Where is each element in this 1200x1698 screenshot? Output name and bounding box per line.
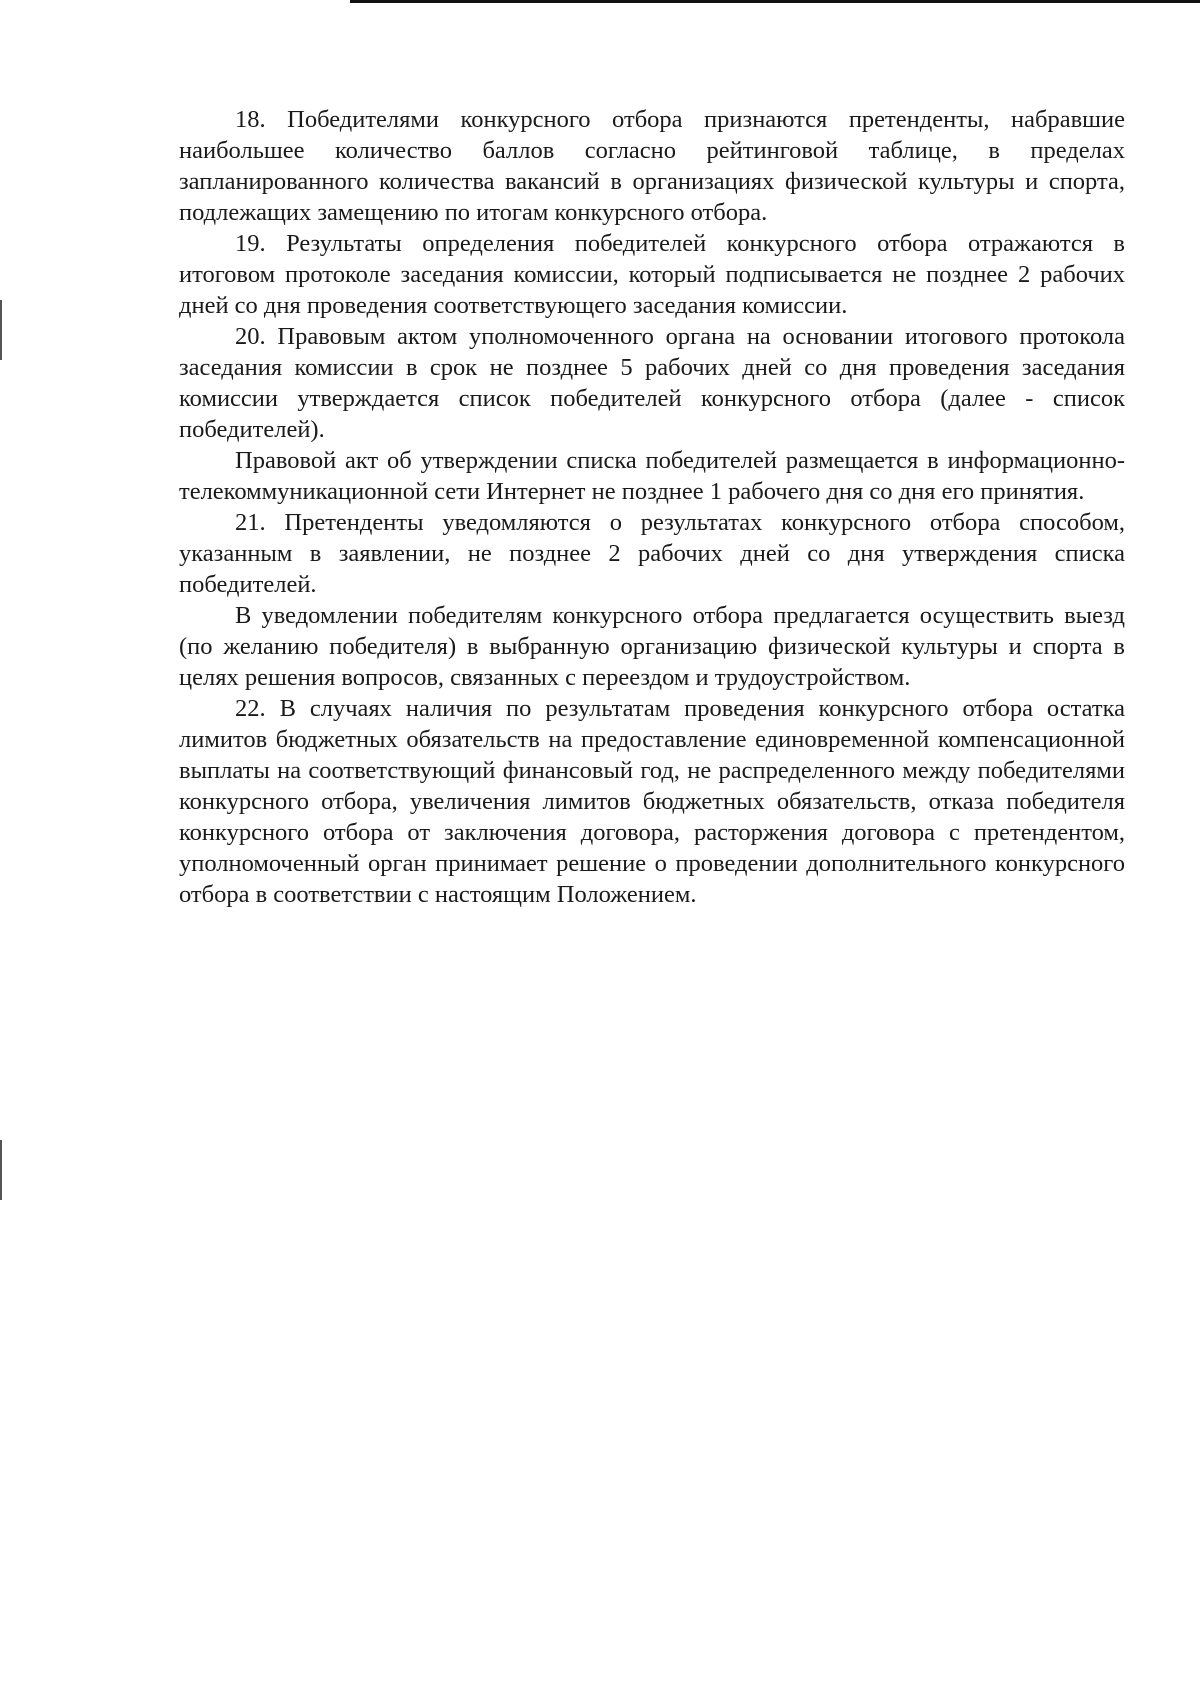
scan-edge-left bbox=[0, 1140, 2, 1200]
paragraph-20-continuation: Правовой акт об утверждении списка победителей размещается в информационно-телекоммуникационной сети Интернет не позднее 1 рабочего дня со дня его принятия. bbox=[179, 447, 1125, 505]
paragraph-19: 19. Результаты определения победителей конкурсного отбора отражаются в итоговом протоколе заседания комиссии, который подписывается не позднее 2 рабочих дней со дня проведения соответствующего заседания комиссии. bbox=[179, 230, 1125, 319]
scan-edge-left bbox=[0, 300, 2, 360]
paragraph-18: 18. Победителями конкурсного отбора признаются претенденты, набравшие наибольшее количество баллов согласно рейтинговой таблице, в пределах запланированного количества вакансий в организациях физической культуры и спорта, подлежащих замещению по итогам конкурсного отбора. bbox=[179, 106, 1125, 226]
paragraph-21-continuation: В уведомлении победителям конкурсного отбора предлагается осуществить выезд (по желанию победителя) в выбранную организацию физической культуры и спорта в целях решения вопросов, связанных с переездом и трудоустройством. bbox=[179, 602, 1125, 691]
paragraph-21: 21. Претенденты уведомляются о результатах конкурсного отбора способом, указанным в заявлении, не позднее 2 рабочих дней со дня утверждения списка победителей. bbox=[179, 509, 1125, 598]
paragraph-22: 22. В случаях наличия по результатам проведения конкурсного отбора остатка лимитов бюджетных обязательств на предоставление единовременной компенсационной выплаты на соответствующий финансовый год, не распределенного между победителями конкурсного отбора, увеличения лимитов бюджетных обязательств, отказа победителя конкурсного отбора от заключения договора, расторжения договора с претендентом, уполномоченный орган принимает решение о проведении дополнительного конкурсного отбора в соответствии с настоящим Положением. bbox=[179, 695, 1125, 908]
scan-edge-top bbox=[350, 0, 1200, 3]
paragraph-20: 20. Правовым актом уполномоченного органа на основании итогового протокола заседания комиссии в срок не позднее 5 рабочих дней со дня проведения заседания комиссии утверждается список победителей конкурсного отбора (далее - список победителей). bbox=[179, 323, 1125, 443]
document-body bbox=[179, 104, 1125, 910]
